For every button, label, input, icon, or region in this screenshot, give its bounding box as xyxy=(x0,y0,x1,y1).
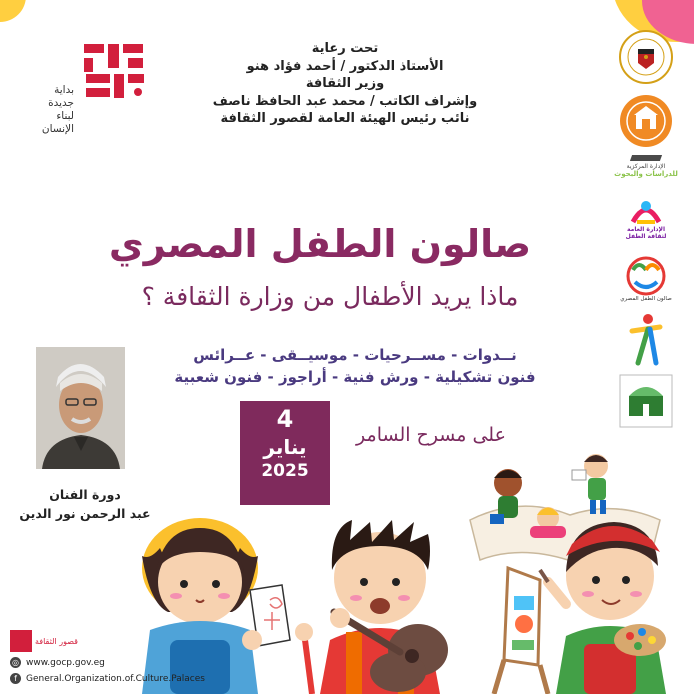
footer-facebook[interactable]: General.Organization.of.Culture.Palaces xyxy=(26,673,205,684)
tagline-line-4: الإنسان xyxy=(41,123,74,135)
facebook-icon: f xyxy=(10,673,21,684)
footer-culture-palaces-logo xyxy=(10,630,210,652)
date-day: 4 xyxy=(276,405,294,433)
event-title: صالون الطفل المصري xyxy=(108,222,532,266)
event-subtitle: ماذا يريد الأطفال من وزارة الثقافة ؟ xyxy=(141,282,519,311)
footer-facebook-row[interactable] xyxy=(10,673,210,684)
patronage-line-5: نائب رئيس الهيئة العامة لقصور الثقافة xyxy=(220,111,470,126)
venue-text: على مسرح السامر xyxy=(356,424,506,446)
activities-line-1: نــدوات - مســرحيات - موسيــقى - عــرائس xyxy=(193,346,517,364)
child-line-2: لثقافة الطفل xyxy=(625,233,667,240)
tagline-line-2: جديدة xyxy=(48,97,74,109)
admin-line-1: الإدارة المركزية xyxy=(626,162,666,170)
salon-logo-text: صالون الطفل المصري xyxy=(620,296,672,302)
patronage-line-3: وزير الثقافة xyxy=(305,76,385,91)
patronage-line-1: تحت رعاية xyxy=(311,41,379,56)
footer-website-row[interactable] xyxy=(10,657,210,668)
date-year: 2025 xyxy=(261,461,309,481)
footer-website[interactable]: www.gocp.gov.eg xyxy=(26,657,105,668)
footer xyxy=(10,630,210,684)
patronage-line-2: الأستاذ الدكتور / أحمد فؤاد هنو xyxy=(246,58,444,74)
honoree-line-2: عبد الرحمن نور الدين xyxy=(19,506,151,521)
honoree-line-1: دورة الفنان xyxy=(49,487,121,502)
footer-logo-text: قصور الثقافة xyxy=(35,636,78,646)
child-line-1: الإدارة العامة xyxy=(626,226,666,233)
admin-line-2: للدراسات والبحوث xyxy=(614,169,678,178)
tagline-line-1: بداية xyxy=(54,84,74,96)
globe-icon: ◎ xyxy=(10,657,21,668)
tagline-line-3: لبناء xyxy=(56,110,74,122)
patronage-line-4: وإشراف الكاتب / محمد عبد الحافظ ناصف xyxy=(212,93,478,109)
activities-line-2: فنون تشكيلية - ورش فنية - أراجوز - فنون شعبية xyxy=(174,368,536,386)
date-month: يناير xyxy=(263,435,307,459)
